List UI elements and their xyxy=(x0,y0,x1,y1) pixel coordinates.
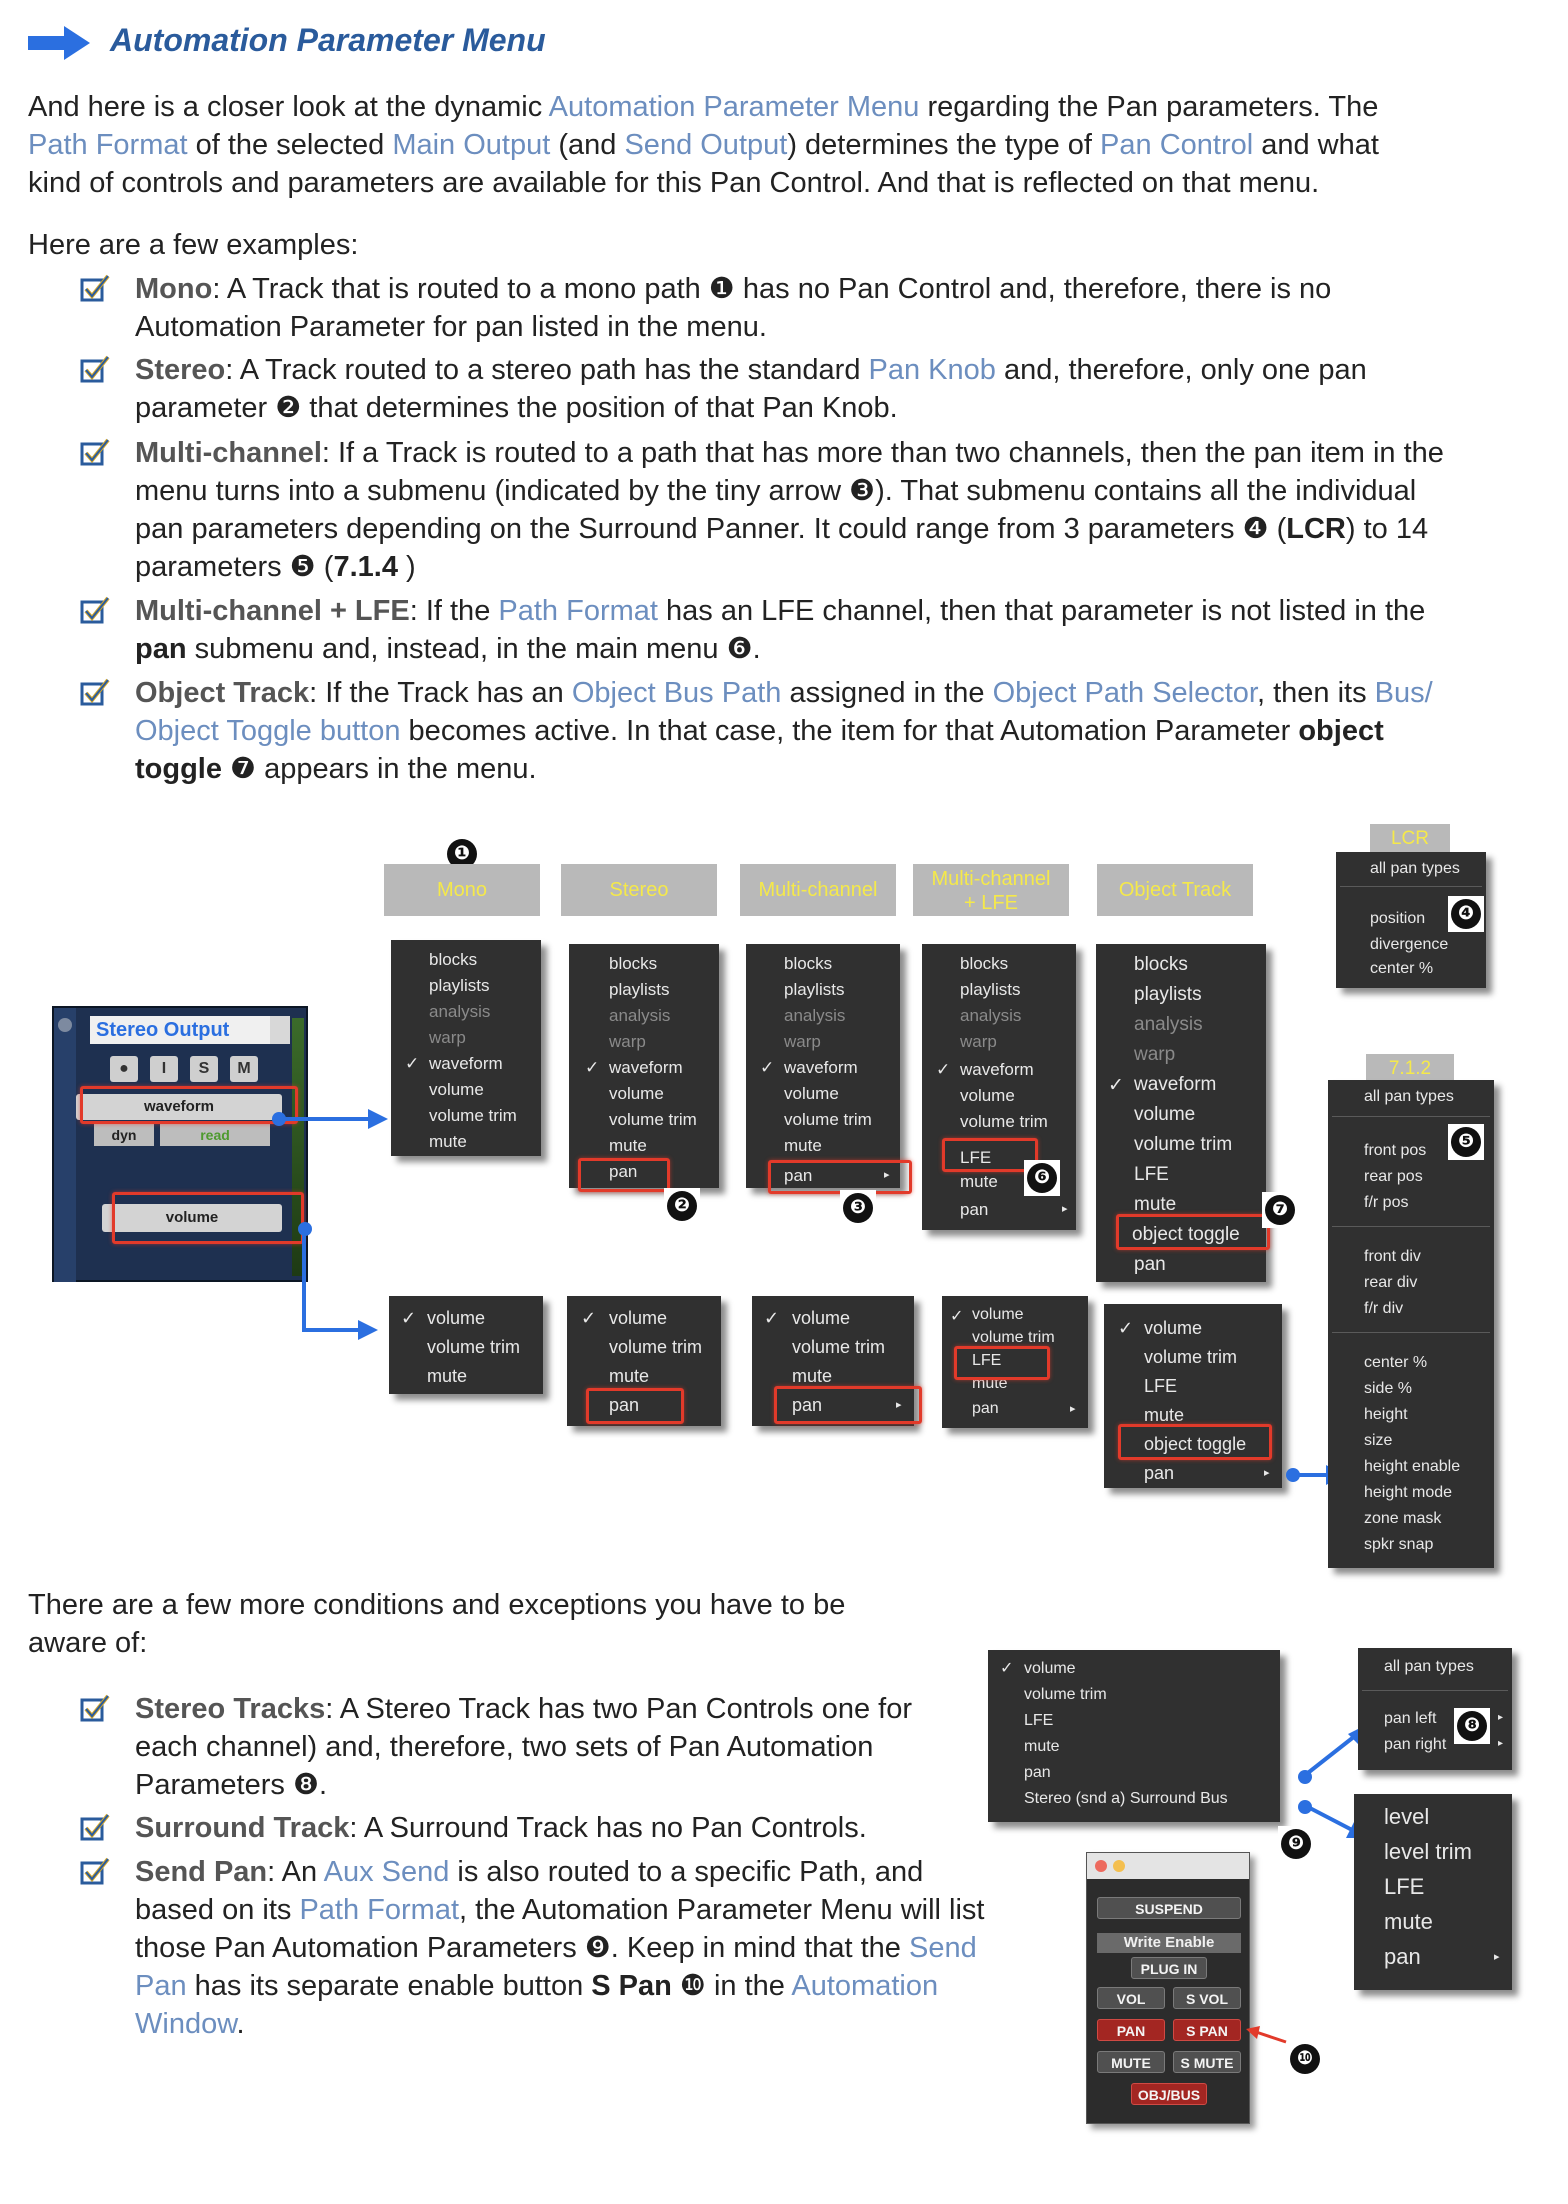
menu-item-pan-left[interactable]: pan left xyxy=(1384,1710,1437,1727)
submenu-arrow-icon: ▸ xyxy=(896,1399,902,1411)
menu-item-volume-trim[interactable]: volume trim xyxy=(429,1106,517,1125)
menu-item-mute[interactable]: mute xyxy=(1024,1738,1060,1755)
check-icon: ✓ xyxy=(401,1308,417,1328)
link-pan-knob[interactable]: Pan Knob xyxy=(868,354,996,386)
marker-6: ❻ xyxy=(1027,1163,1057,1193)
menu-item-volume-trim[interactable]: volume trim xyxy=(609,1110,697,1129)
menu-item-pan[interactable]: pan xyxy=(1024,1764,1051,1781)
menu-item-lfe[interactable]: LFE xyxy=(1384,1874,1425,1899)
menu-item-mute[interactable]: mute xyxy=(960,1172,998,1191)
separator xyxy=(1332,1116,1490,1117)
automation-window xyxy=(1086,1852,1250,2124)
marker-10: ❿ xyxy=(1290,2044,1320,2074)
menu-item-level-trim[interactable]: level trim xyxy=(1384,1839,1473,1864)
arrow-head-icon xyxy=(358,1320,378,1340)
waveform-selector[interactable]: waveform xyxy=(76,1094,282,1120)
menu-item-volume[interactable]: volume xyxy=(1144,1318,1203,1338)
send-vol-button[interactable]: S VOL xyxy=(1173,1987,1241,2009)
menu-item-analysis: analysis xyxy=(609,1006,671,1025)
menu-item-object-toggle[interactable]: object toggle xyxy=(1144,1434,1247,1454)
menu-item-all-pan-types[interactable]: all pan types xyxy=(1370,860,1460,877)
menu-item-pan[interactable]: pan xyxy=(609,1395,640,1415)
menu-item-volume[interactable]: volume xyxy=(792,1308,851,1328)
checkbox-icon xyxy=(80,596,110,624)
menu-item-volume[interactable]: volume xyxy=(429,1080,484,1099)
check-icon: volume xyxy=(1024,1660,1076,1677)
menu-item-volume[interactable]: volume xyxy=(1134,1104,1196,1125)
menu-item-pan[interactable]: pan xyxy=(960,1200,989,1219)
dyn-button[interactable]: dyn xyxy=(94,1124,154,1146)
menu-item-playlists[interactable]: playlists xyxy=(609,980,670,999)
menu-item-volume[interactable]: volume xyxy=(609,1308,668,1328)
link-main-output[interactable]: Main Output xyxy=(392,129,551,161)
check-icon: ✓ xyxy=(1118,1318,1134,1338)
menu-item-all-pan-types[interactable]: all pan types xyxy=(1384,1658,1474,1675)
marker-2: ❷ xyxy=(667,1191,697,1221)
link-object-toggle-button[interactable]: Object Toggle button xyxy=(135,715,401,747)
check-icon: ✓ xyxy=(936,1060,951,1079)
menu-item-volume-trim[interactable]: volume trim xyxy=(609,1337,703,1357)
menu-item-blocks[interactable]: blocks xyxy=(960,954,1009,973)
check-icon: ✓ xyxy=(950,1308,964,1325)
menu-item-mute[interactable]: mute xyxy=(792,1366,833,1386)
menu-item-zone-mask[interactable]: zone mask xyxy=(1364,1510,1442,1527)
solo-button[interactable]: S xyxy=(190,1056,218,1082)
submenu-arrow-icon: ▸ xyxy=(884,1169,890,1181)
s712-header: 7.1.2 xyxy=(1366,1054,1454,1084)
volume-selector[interactable]: volume xyxy=(102,1204,282,1232)
menu-multi-channel xyxy=(746,944,900,1188)
link-path-format[interactable]: Path Format xyxy=(498,595,658,627)
arrow-head-icon xyxy=(368,1109,388,1129)
separator xyxy=(1362,1690,1508,1691)
menu-mono xyxy=(391,940,541,1156)
highlight-volume xyxy=(112,1192,304,1244)
menu-item-warp: warp xyxy=(960,1032,997,1051)
check-icon: ✓ xyxy=(581,1308,597,1328)
submenu-arrow-icon: ▸ xyxy=(1494,1951,1500,1963)
link-pan-control[interactable]: Pan Control xyxy=(1100,129,1254,161)
marker-1: ❶ xyxy=(447,839,477,869)
menu-item-pan[interactable]: pan xyxy=(1144,1463,1175,1483)
menu-item-warp: warp xyxy=(429,1028,466,1047)
send-pan-button[interactable]: S PAN xyxy=(1173,2019,1241,2041)
menu-item-volume[interactable]: volume xyxy=(784,1084,839,1103)
checkbox-icon xyxy=(80,1857,110,1885)
collapse-icon[interactable] xyxy=(58,1018,72,1032)
mute-button[interactable]: MUTE xyxy=(1097,2051,1165,2073)
check-icon: ✓ xyxy=(405,1054,420,1073)
header-stereo: Stereo xyxy=(561,864,717,916)
menu-item-playlists[interactable]: playlists xyxy=(429,976,490,995)
menu-item-rear-div[interactable]: rear div xyxy=(1364,1274,1418,1291)
check-mark-icon: ✓ xyxy=(1000,1660,1014,1677)
marker-9: ❾ xyxy=(1281,1829,1311,1859)
menu-item-front-pos[interactable]: front pos xyxy=(1364,1142,1427,1159)
menu-item-send-surround-bus[interactable]: Stereo (snd a) Surround Bus xyxy=(1024,1790,1228,1807)
close-button-icon[interactable] xyxy=(1095,1860,1107,1872)
menu-item-divergence[interactable]: divergence xyxy=(1370,936,1449,953)
highlight-object-toggle xyxy=(1118,1424,1272,1460)
record-button[interactable]: ● xyxy=(110,1056,138,1082)
mute-button[interactable]: M xyxy=(230,1056,258,1082)
menu-item-mute[interactable]: mute xyxy=(1384,1909,1433,1934)
submenu-object-track xyxy=(1104,1304,1282,1488)
header-multi-channel-lfe: Multi-channel + LFE xyxy=(913,864,1069,916)
menu-item-analysis: analysis xyxy=(1134,1014,1203,1035)
separator xyxy=(1340,886,1482,887)
marker-5: ❺ xyxy=(1451,1127,1481,1157)
menu-item-volume-trim[interactable]: volume trim xyxy=(427,1337,521,1357)
submenu-arrow-icon: ▸ xyxy=(1264,1467,1270,1479)
menu-item-blocks[interactable]: blocks xyxy=(1134,954,1188,975)
bullet-stereo: Stereo: A Track routed to a stereo path has the standard Pan Knob and, therefore, only one pan parameter ❷ that determines the position of that Pan Knob. xyxy=(135,354,1367,424)
menu-item-all-pan-types[interactable]: all pan types xyxy=(1364,1088,1454,1105)
menu-item-volume[interactable]: volume xyxy=(427,1308,486,1328)
menu-item-waveform[interactable]: waveform xyxy=(609,1058,683,1077)
bullet-stereo-tracks: Stereo Tracks: A Stereo Track has two Pan Controls one for each channel) and, therefore, two sets of Pan Automation Parameters ❽. xyxy=(135,1693,912,1801)
bullet-mono: Mono: A Track that is routed to a mono path ❶ has no Pan Control and, therefore, there is no Automation Parameter for pan listed in the menu. xyxy=(135,273,1332,343)
intro-line-1: And here is a closer look at the dynamic Automation Parameter Menu regarding the Pan parameters. The xyxy=(28,91,1379,123)
link-path-format[interactable]: Path Format xyxy=(299,1894,460,1926)
arrow-line xyxy=(1294,1473,1330,1477)
link-bus-object-toggle[interactable]: Bus/ xyxy=(1374,677,1433,709)
menu-item-rear-pos[interactable]: rear pos xyxy=(1364,1168,1423,1185)
menu-item-volume[interactable]: volume xyxy=(960,1086,1015,1105)
marker-7: ❼ xyxy=(1265,1195,1295,1225)
submenu-mono xyxy=(389,1296,543,1394)
menu-item-side-percent[interactable]: side % xyxy=(1364,1380,1413,1397)
arrow-right-icon xyxy=(28,26,90,60)
menu-item-front-div[interactable]: front div xyxy=(1364,1248,1421,1265)
menu-item-position[interactable]: position xyxy=(1370,910,1426,927)
submenu-arrow-icon: ▸ xyxy=(1498,1712,1504,1723)
menu-item-mute[interactable]: mute xyxy=(609,1136,647,1155)
track-header xyxy=(54,1008,76,1282)
track-name-dropdown[interactable] xyxy=(270,1016,290,1044)
highlight-waveform xyxy=(80,1086,298,1124)
menu-item-pan[interactable]: pan xyxy=(792,1395,823,1415)
send-pan-submenu xyxy=(1354,1794,1512,1990)
menu-item-blocks[interactable]: blocks xyxy=(784,954,833,973)
link-send-pan[interactable]: Pan xyxy=(135,1970,187,2002)
menu-item-blocks[interactable]: blocks xyxy=(429,950,478,969)
menu-item-playlists[interactable]: playlists xyxy=(1134,984,1202,1005)
menu-item-fr-div[interactable]: f/r div xyxy=(1364,1300,1404,1317)
menu-item-pan-right[interactable]: pan right xyxy=(1384,1736,1447,1753)
checkbox-icon xyxy=(80,1813,110,1841)
minimize-button-icon[interactable] xyxy=(1113,1860,1125,1872)
link-automation-parameter-menu[interactable]: Automation Parameter Menu xyxy=(548,91,920,123)
arrow-line xyxy=(302,1328,362,1332)
checkbox-icon xyxy=(80,438,110,466)
menu-stereo xyxy=(569,944,719,1188)
page-title: Automation Parameter Menu xyxy=(110,22,546,58)
intro-paragraph xyxy=(28,88,1548,202)
plugin-button[interactable]: PLUG IN xyxy=(1131,1957,1207,1979)
marker-8: ❽ xyxy=(1457,1711,1487,1741)
menu-item-volume-trim[interactable]: volume trim xyxy=(972,1329,1055,1346)
write-enable-label: Write Enable xyxy=(1097,1933,1241,1953)
highlight-pan xyxy=(768,1160,912,1194)
vol-button[interactable]: VOL xyxy=(1097,1987,1165,2009)
link-automation-window[interactable]: Automation xyxy=(791,1970,939,2002)
menu-item-center-percent[interactable]: center % xyxy=(1364,1354,1428,1371)
check-icon: ✓ xyxy=(764,1308,780,1328)
intro-line-3: kind of controls and parameters are available for this Pan Control. And that is reflected on that menu. xyxy=(28,167,1320,199)
separator xyxy=(1332,1226,1490,1227)
header-multi-channel: Multi-channel xyxy=(740,864,896,916)
checkbox-icon xyxy=(80,1694,110,1722)
menu-item-pan[interactable]: pan xyxy=(784,1166,813,1185)
track-name-field[interactable]: Stereo Output xyxy=(90,1016,270,1044)
menu-item-waveform[interactable]: waveform xyxy=(960,1060,1034,1079)
menu-item-volume-trim[interactable]: volume trim xyxy=(960,1112,1048,1131)
menu-item-warp: warp xyxy=(609,1032,646,1051)
obj-bus-button[interactable]: OBJ/BUS xyxy=(1131,2083,1207,2105)
send-automation-menu xyxy=(988,1650,1280,1822)
window-titlebar xyxy=(1087,1853,1249,1879)
menu-item-lfe[interactable]: LFE xyxy=(1134,1164,1169,1185)
menu-item-fr-pos[interactable]: f/r pos xyxy=(1364,1194,1409,1211)
arrow-line xyxy=(280,1117,376,1121)
highlight-pan xyxy=(774,1386,922,1424)
menu-item-warp: warp xyxy=(1134,1044,1176,1065)
menu-item-object-toggle[interactable]: object toggle xyxy=(1132,1224,1240,1245)
link-object-path-selector[interactable]: Object Path Selector xyxy=(992,677,1257,709)
menu-item-size[interactable]: size xyxy=(1364,1432,1393,1449)
menu-item-mute[interactable]: mute xyxy=(784,1136,822,1155)
highlight-pan xyxy=(586,1388,684,1424)
menu-item-spkr-snap[interactable]: spkr snap xyxy=(1364,1536,1434,1553)
menu-item-blocks[interactable]: blocks xyxy=(609,954,658,973)
checkbox-icon xyxy=(80,678,110,706)
check-icon: ✓ xyxy=(1108,1075,1124,1096)
send-mute-button[interactable]: S MUTE xyxy=(1173,2051,1241,2073)
menu-item-volume-trim[interactable]: volume trim xyxy=(1144,1347,1238,1367)
highlight-pan xyxy=(578,1158,670,1192)
pan-button[interactable]: PAN xyxy=(1097,2019,1165,2041)
link-send-pan[interactable]: Send xyxy=(909,1932,977,1964)
menu-item-pan[interactable]: pan xyxy=(972,1400,999,1417)
submenu-arrow-icon: ▸ xyxy=(1070,1403,1076,1415)
menu-item-volume-trim[interactable]: volume trim xyxy=(792,1337,886,1357)
checkbox-icon xyxy=(80,274,110,302)
bullet-send-pan: Send Pan: An Aux Send is also routed to a specific Path, and based on its Path Format, the Automation Parameter Menu will list those Pan Automation Parameters ❾. Keep in mind that the Send Pan has its separate enable button S Pan ❿ in the Automation Window. xyxy=(135,1856,985,2040)
menu-item-mute[interactable]: mute xyxy=(427,1366,468,1386)
menu-item-volume[interactable]: volume xyxy=(972,1306,1024,1323)
intro-line-2: Path Format of the selected Main Output (and Send Output) determines the type of Pan Control and what xyxy=(28,129,1379,161)
menu-item-waveform[interactable]: waveform xyxy=(784,1058,858,1077)
menu-item-warp: warp xyxy=(784,1032,821,1051)
menu-item-height[interactable]: height xyxy=(1364,1406,1408,1423)
bullet-multi-channel-lfe: Multi-channel + LFE: If the Path Format has an LFE channel, then that parameter is not listed in the pan submenu and, instead, in the main menu ❻. xyxy=(135,595,1426,665)
menu-item-playlists[interactable]: playlists xyxy=(960,980,1021,999)
link-path-format[interactable]: Path Format xyxy=(28,129,188,161)
highlight-object-toggle xyxy=(1116,1214,1270,1250)
menu-item-mute[interactable]: mute xyxy=(1134,1194,1177,1215)
arrow-red-icon xyxy=(1244,2024,1288,2054)
automation-mode-read[interactable]: read xyxy=(160,1124,270,1146)
menu-item-volume-trim[interactable]: volume trim xyxy=(1134,1134,1233,1155)
checkbox-icon xyxy=(80,355,110,383)
menu-item-lfe[interactable]: LFE xyxy=(960,1148,992,1167)
submenu-arrow-icon: ▸ xyxy=(1062,1203,1068,1215)
check-icon: ✓ xyxy=(585,1058,600,1077)
menu-item-pan[interactable]: pan xyxy=(609,1162,638,1181)
menu-item-volume-trim[interactable]: volume trim xyxy=(784,1110,872,1129)
menu-item-playlists[interactable]: playlists xyxy=(784,980,845,999)
bullet-object-track: Object Track: If the Track has an Object Bus Path assigned in the Object Path Selector, then its Bus/ Object Toggle button becomes active. In that case, the item for that Automation Parameter object toggle ❼ appears in the menu. xyxy=(135,677,1433,785)
check-icon: ✓ xyxy=(760,1058,775,1077)
menu-item-waveform[interactable]: waveform xyxy=(429,1054,503,1073)
lcr-header: LCR xyxy=(1370,824,1450,854)
menu-item-analysis: analysis xyxy=(429,1002,491,1021)
menu-item-mute[interactable]: mute xyxy=(609,1366,650,1386)
marker-3: ❸ xyxy=(843,1193,873,1223)
input-monitor-button[interactable]: I xyxy=(150,1056,178,1082)
menu-item-analysis: analysis xyxy=(784,1006,846,1025)
menu-item-mute[interactable]: mute xyxy=(972,1375,1008,1392)
submenu-arrow-icon: ▸ xyxy=(1498,1738,1504,1749)
menu-item-mute[interactable]: mute xyxy=(1144,1405,1185,1425)
header-mono: Mono xyxy=(384,864,540,916)
bullet-surround-track: Surround Track: A Surround Track has no Pan Controls. xyxy=(135,1812,867,1844)
menu-item-mute[interactable]: mute xyxy=(429,1132,467,1151)
separator xyxy=(1332,1332,1490,1333)
highlight-lfe xyxy=(954,1346,1050,1380)
examples-lead: Here are a few examples: xyxy=(28,229,359,261)
menu-item-pan[interactable]: pan xyxy=(1134,1254,1166,1275)
menu-item-volume-trim[interactable]: volume trim xyxy=(1024,1686,1107,1703)
bullet-multi-channel: Multi-channel: If a Track is routed to a path that has more than two channels, then the pan item in the menu turns into a submenu (indicated by the tiny arrow ❸). That submenu contains all the individual pan parameters depending on the Surround Panner. It could range from 3 parameters ❹ (LCR) to 14 parameters ❺ (7.1.4 ) xyxy=(135,437,1444,583)
menu-item-lfe[interactable]: LFE xyxy=(1024,1712,1054,1729)
link-aux-send[interactable]: Aux Send xyxy=(323,1856,450,1888)
menu-item-height-enable[interactable]: height enable xyxy=(1364,1458,1461,1475)
menu-item-analysis: analysis xyxy=(960,1006,1022,1025)
menu-item-lfe[interactable]: LFE xyxy=(1144,1376,1178,1396)
menu-item-level[interactable]: level xyxy=(1384,1804,1430,1829)
menu-item-volume[interactable]: volume xyxy=(609,1084,664,1103)
menu-item-height-mode[interactable]: height mode xyxy=(1364,1484,1453,1501)
menu-item-waveform[interactable]: waveform xyxy=(1134,1074,1217,1095)
link-object-bus-path[interactable]: Object Bus Path xyxy=(571,677,782,709)
arrow-line xyxy=(302,1230,306,1330)
menu-item-pan[interactable]: pan xyxy=(1384,1944,1421,1969)
menu-item-lfe[interactable]: LFE xyxy=(972,1352,1002,1369)
menu-item-center-percent[interactable]: center % xyxy=(1370,960,1434,977)
more-paragraph: There are a few more conditions and exceptions you have to be aware of: xyxy=(28,1589,846,1659)
link-send-output[interactable]: Send Output xyxy=(624,129,788,161)
header-object-track: Object Track xyxy=(1097,864,1253,916)
suspend-button[interactable]: SUSPEND xyxy=(1097,1897,1241,1919)
link-automation-window[interactable]: Window xyxy=(135,2008,237,2040)
marker-4: ❹ xyxy=(1451,899,1481,929)
